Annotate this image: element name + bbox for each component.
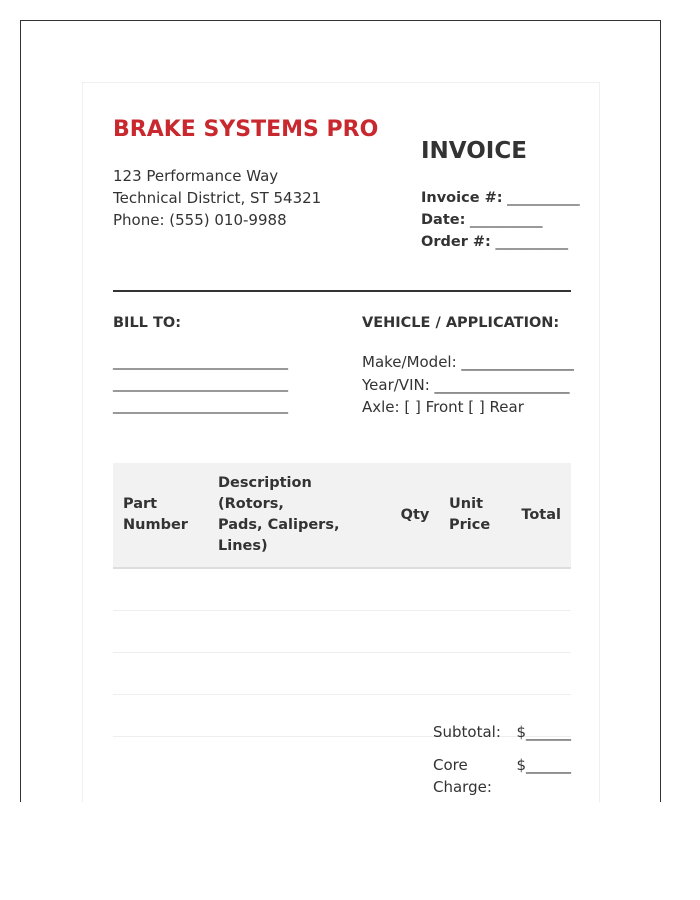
unit-cell[interactable]: [439, 653, 505, 695]
total-cell[interactable]: [505, 568, 571, 611]
header-description: [208, 463, 391, 568]
header-desc-line-2: Pads, Calipers, Lines): [218, 517, 340, 554]
subtotal-field[interactable]: $______: [516, 723, 571, 741]
part-cell[interactable]: [113, 611, 208, 653]
make-model-field[interactable]: Make/Model: _______________: [362, 353, 574, 371]
vehicle-lines: [362, 351, 574, 419]
table-row: [113, 611, 571, 653]
order-number-label: Order #:: [421, 234, 491, 250]
invoice-number-row: [421, 187, 580, 209]
bill-to-title: BILL TO:: [113, 315, 181, 331]
company-address: [113, 165, 321, 231]
bill-to-line-3[interactable]: _________________________: [113, 398, 288, 414]
bill-to-line-1[interactable]: _________________________: [113, 354, 288, 370]
line-items-table: [113, 463, 571, 737]
invoice-title: INVOICE: [421, 138, 527, 164]
unit-cell[interactable]: [439, 611, 505, 653]
total-cell[interactable]: [505, 611, 571, 653]
bill-to-lines: [113, 351, 288, 417]
invoice-number-label: Invoice #:: [421, 190, 503, 206]
company-phone: Phone: (555) 010-9988: [113, 211, 287, 229]
header-unit-line-2: Price: [449, 517, 491, 533]
year-vin-field[interactable]: Year/VIN: __________________: [362, 375, 570, 394]
qty-cell[interactable]: [391, 653, 439, 695]
invoice-date-label: Date:: [421, 212, 466, 228]
invoice-sheet: [82, 82, 600, 802]
header-qty: Qty: [391, 463, 439, 568]
header-unit-line-1: Unit: [449, 496, 483, 512]
address-line-2: Technical District, ST 54321: [113, 189, 322, 207]
qty-cell[interactable]: [391, 568, 439, 611]
totals-block: [433, 721, 571, 802]
total-cell[interactable]: [505, 653, 571, 695]
core-charge-row: [433, 754, 571, 798]
subtotal-label: Subtotal:: [433, 723, 501, 741]
core-charge-label: Core Charge:: [433, 756, 492, 796]
company-name: BRAKE SYSTEMS PRO: [113, 117, 379, 142]
qty-cell[interactable]: [391, 695, 439, 737]
table-row: [113, 653, 571, 695]
axle-options[interactable]: Axle: [ ] Front [ ] Rear: [362, 398, 524, 416]
order-number-row: [421, 231, 580, 253]
invoice-number-field[interactable]: __________: [507, 190, 580, 206]
qty-cell[interactable]: [391, 611, 439, 653]
bill-to-line-2[interactable]: _________________________: [113, 376, 288, 392]
desc-cell[interactable]: [208, 611, 391, 653]
subtotal-row: [433, 721, 571, 743]
header-total: Total: [505, 463, 571, 568]
header-part-line-2: Number: [123, 517, 188, 533]
order-number-field[interactable]: __________: [495, 234, 568, 250]
desc-cell[interactable]: [208, 568, 391, 611]
invoice-date-field[interactable]: __________: [470, 212, 543, 228]
header-desc-line-1: Description (Rotors,: [218, 475, 312, 512]
vehicle-title: VEHICLE / APPLICATION:: [362, 315, 560, 331]
invoice-meta: [421, 187, 580, 253]
header-unit-price: [439, 463, 505, 568]
table-header-row: [113, 463, 571, 568]
header-part-number: [113, 463, 208, 568]
header-divider: [113, 290, 571, 292]
address-line-1: 123 Performance Way: [113, 167, 279, 185]
header-part-line-1: Part: [123, 496, 158, 512]
part-cell[interactable]: [113, 695, 208, 737]
invoice-date-row: [421, 209, 580, 231]
core-charge-field[interactable]: $______: [516, 756, 571, 774]
part-cell[interactable]: [113, 568, 208, 611]
page-frame: [20, 20, 661, 802]
table-row: [113, 568, 571, 611]
desc-cell[interactable]: [208, 653, 391, 695]
desc-cell[interactable]: [208, 695, 391, 737]
part-cell[interactable]: [113, 653, 208, 695]
unit-cell[interactable]: [439, 568, 505, 611]
